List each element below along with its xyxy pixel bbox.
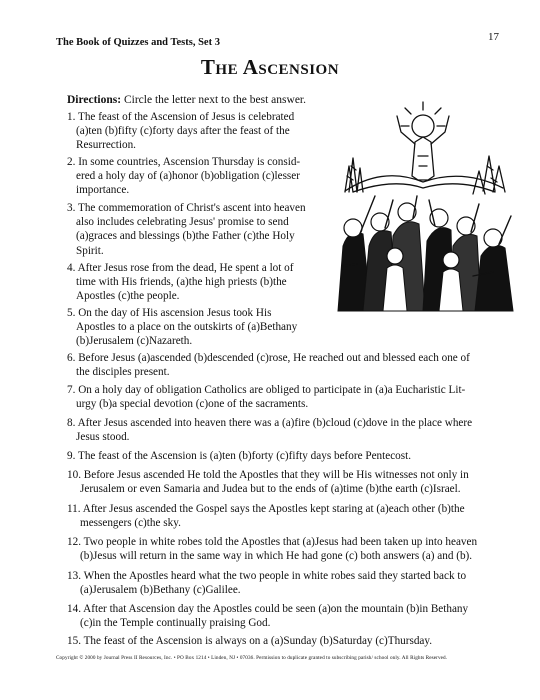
question-2 [67,155,327,198]
question-10 [67,468,527,496]
question-12 [67,535,527,563]
question-line: also includes celebrating Jesus' promise to send [76,216,289,229]
question-line: 11. After Jesus ascended the Gospel says the Apostles kept staring at (a)each other (b)the [67,503,465,515]
question-line: (a)ten (b)fifty (c)forty days after the feast of the [76,125,290,138]
question-line: Resurrection. [76,139,136,152]
question-15 [67,634,527,648]
page-title: The Ascension [200,55,340,79]
question-line: ered a holy day of (a)honor (b)obligation (c)lesser [76,170,300,183]
question-4 [67,261,327,304]
question-line: Apostles (c)the people. [76,290,180,303]
question-number: 11. [67,503,83,515]
question-line: 3. The commemoration of Christ's ascent into heaven [67,202,306,214]
question-5 [67,306,327,349]
question-line: importance. [76,184,130,197]
question-9 [67,449,527,463]
question-line: 8. After Jesus ascended into heaven there was a (a)fire (b)cloud (c)dove in the place where [67,417,473,429]
question-line: urgy (b)a special devotion (c)one of the sacraments. [76,398,309,411]
question-line: Apostles to a place on the outskirts of (a)Bethany [76,321,298,334]
question-line: 14. After that Ascension day the Apostles could be seen (a)on the mountain (b)in Bethany [67,603,469,615]
question-number: 4. [67,262,78,274]
question-3 [67,201,332,258]
directions-text: Circle the letter next to the best answer. [121,94,306,106]
question-number: 3. [67,202,78,214]
question-8 [67,416,527,444]
question-line: 2. In some countries, Ascension Thursday is consid- [67,156,301,168]
question-13 [67,569,527,597]
question-number: 6. [67,352,79,364]
question-line: time with His friends, (a)the high priests (b)the [76,276,287,289]
question-line: 9. The feast of the Ascension is (a)ten (b)forty (c)fifty days before Pentecost. [67,450,412,462]
question-line: 13. When the Apostles heard what the two people in white robes said they started back to [67,570,467,582]
question-line: 6. Before Jesus (a)ascended (b)descended (c)rose, He reached out and blessed each one of [67,352,470,364]
question-line: Jesus stood. [76,431,130,444]
page-number: 17 [488,31,499,43]
question-line: (c)in the Temple continually praising God. [80,617,271,630]
question-line: Spirit. [76,244,104,257]
directions [67,94,306,106]
question-line: 5. On the day of His ascension Jesus took His [67,307,272,319]
question-number: 7. [67,384,79,396]
question-number: 15. [67,635,84,647]
question-line: (b)Jesus will return in the same way in which He had gone (c) both answers (a) and (b). [80,550,473,563]
question-7 [67,383,527,411]
question-1 [67,110,327,153]
question-number: 14. [67,603,84,615]
question-6 [67,351,527,379]
question-line: 1. The feast of the Ascension of Jesus is celebrated [67,111,295,123]
question-number: 10. [67,469,84,481]
question-number: 1. [67,111,78,123]
question-line: (b)Jerusalem (c)Nazareth. [76,335,193,348]
question-line: 12. Two people in white robes told the Apostles that (a)Jesus had been taken up into heaven [67,536,478,548]
question-line: (a)Jerusalem (b)Bethany (c)Galilee. [80,584,241,597]
question-number: 13. [67,570,84,582]
ascension-illustration-icon [323,96,523,316]
copyright-footer: Copyright © 2000 by Journal Press II Resources, Inc. • PO Box 1214 • Linden, NJ • 07036. Permission to duplicate granted to subscribing parish/ school only. All Rights Reserved. [56,655,448,661]
question-line: 4. After Jesus rose from the dead, He spent a lot of [67,262,294,274]
question-number: 5. [67,307,79,319]
book-title: The Book of Quizzes and Tests, Set 3 [56,37,220,48]
question-number: 8. [67,417,78,429]
question-11 [67,502,527,530]
question-line: (a)graces and blessings (b)the Father (c)the Holy [76,230,295,243]
question-line: the disciples present. [76,366,170,379]
question-line: 10. Before Jesus ascended He told the Apostles that they will be His witnesses not only in [67,469,469,481]
directions-label: Directions: [67,94,122,106]
question-line: 7. On a holy day of obligation Catholics are obliged to participate in (a)a Eucharistic Lit- [67,384,466,396]
question-14 [67,602,527,630]
question-number: 12. [67,536,84,548]
question-line: Jerusalem or even Samaria and Judea but to the ends of (a)time (b)the earth (c)Israel. [80,483,461,496]
question-number: 2. [67,156,79,168]
question-line: messengers (c)the sky. [80,517,181,530]
question-number: 9. [67,450,78,462]
question-line: 15. The feast of the Ascension is always on a (a)Sunday (b)Saturday (c)Thursday. [67,635,433,647]
